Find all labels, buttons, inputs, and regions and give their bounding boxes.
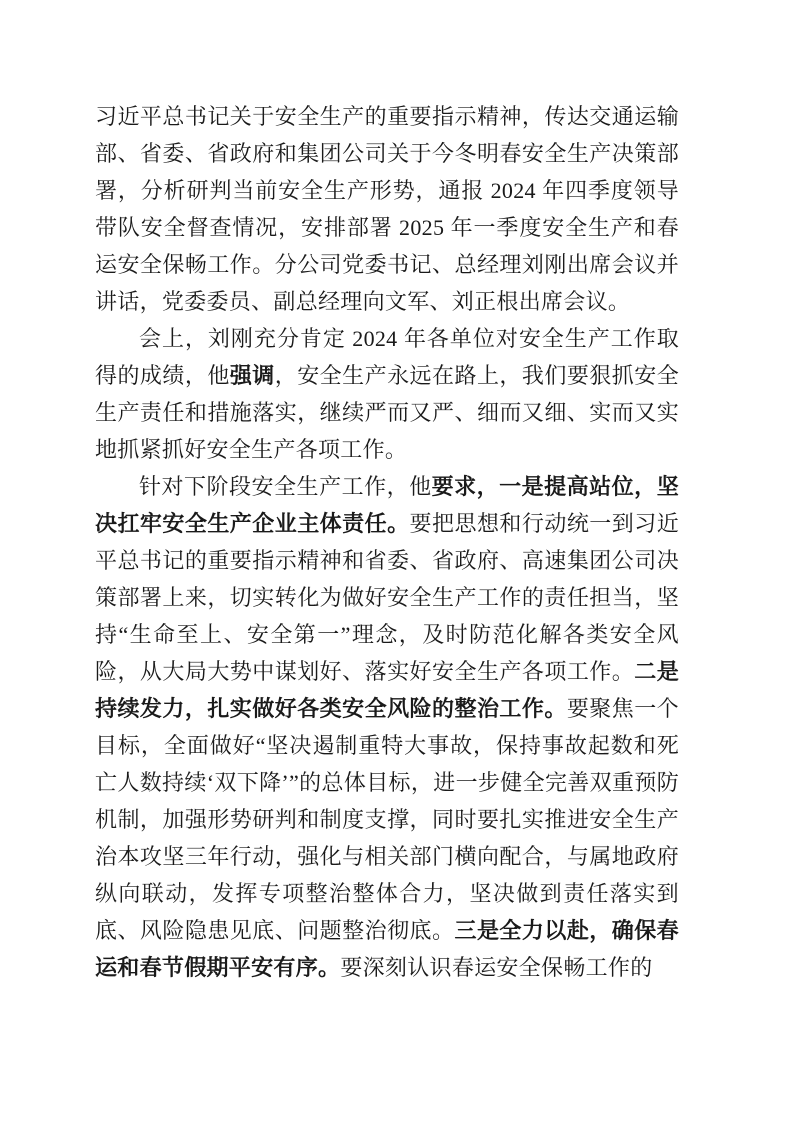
- text-run: 会上，刘刚充分肯定 2024 年各单位对安全生产工作取得的成绩，他: [95, 326, 679, 388]
- text-run: ，安全生产永远在路上，我们要狠抓安全生产责任和措施落实，继续严而又严、细而又细、实而又实地抓紧抓好安全生产各项工作。: [95, 363, 679, 462]
- text-run: 要聚焦一个目标，全面做好“坚决遏制重特大事故，保持事故起数和死亡人数持续‘双下降’”的总体目标，进一步健全完善双重预防机制，加强形势研判和制度支撑，同时要扎实推进安全生产治本攻坚三年行动，强化与相关部门横向配合，与属地政府纵向联动，发挥专项整治整体合力，坚决做到责任落实到底、风险隐患见底、问题整治彻底。: [95, 696, 679, 943]
- text-run-bold: 强调: [229, 363, 275, 388]
- text-run: 要深刻认识春运安全保畅工作的: [340, 955, 653, 980]
- paragraph: [95, 98, 679, 320]
- text-run-bold: 要求，一是提高站位，坚决扛牢安全生产企业主体责任。: [95, 474, 679, 536]
- text-run-bold: 二是持续发力，扎实做好各类安全风险的整治工作。: [95, 659, 680, 721]
- text-run-bold: 三是全力以赴，确保春运和春节假期平安有序。: [95, 918, 679, 980]
- document-body: [95, 98, 679, 986]
- text-run: 习近平总书记关于安全生产的重要指示精神，传达交通运输部、省委、省政府和集团公司关于今冬明春安全生产决策部署，分析研判当前安全生产形势，通报 2024 年四季度领导带队安全督查情况，安排部署 2025 年一季度安全生产和春运安全保畅工作。分公司党委书记、总经理刘刚出席会议并讲话，党委委员、副总经理向文军、刘正根出席会议。: [95, 104, 679, 314]
- paragraph: [95, 468, 679, 986]
- text-run: 要把思想和行动统一到习近平总书记的重要指示精神和省委、省政府、高速集团公司决策部署上来，切实转化为做好安全生产工作的责任担当，坚持“生命至上、安全第一”理念，及时防范化解各类安全风险，从大局大势中谋划好、落实好安全生产各项工作。: [95, 511, 679, 684]
- text-run: 针对下阶段安全生产工作，他: [139, 474, 432, 499]
- paragraph: [95, 320, 679, 468]
